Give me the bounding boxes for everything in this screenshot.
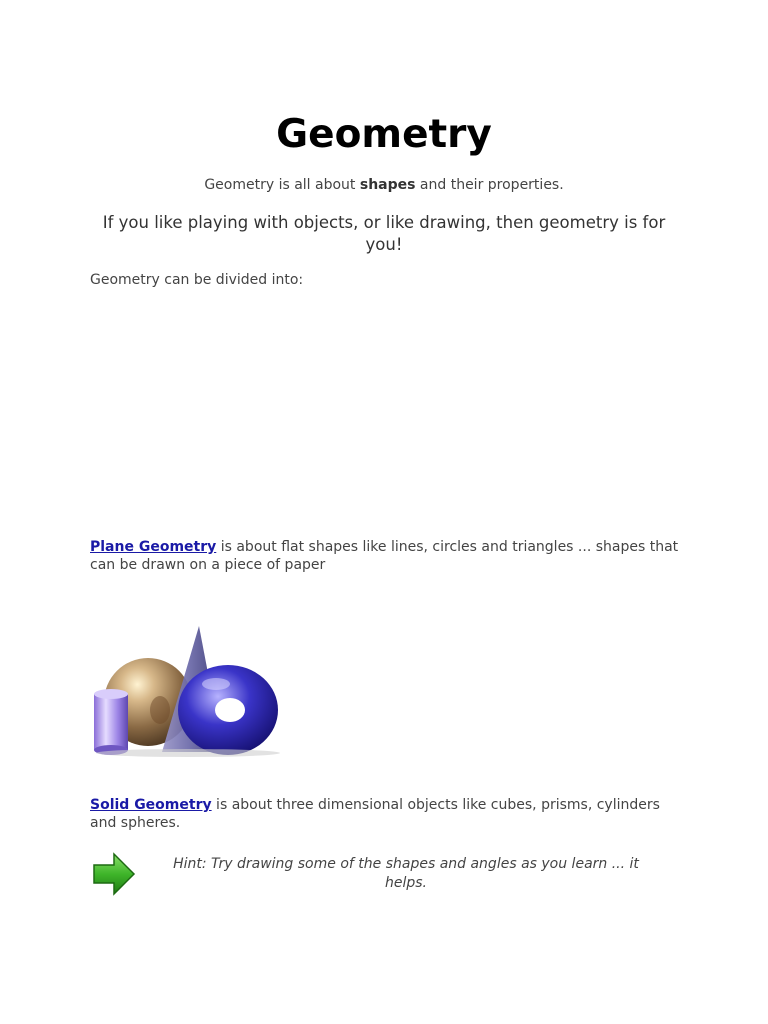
divided-intro: Geometry can be divided into:: [90, 272, 304, 288]
intro-text-start: Geometry is all about: [204, 177, 360, 193]
solid-shapes-image: [88, 622, 284, 758]
tagline: If you like playing with objects, or like drawing, then geometry is for you!: [102, 213, 666, 254]
intro-text-end: and their properties.: [415, 177, 564, 193]
intro-sentence: [0, 176, 768, 194]
page-title: Geometry: [276, 112, 492, 157]
intro-bold-word: shapes: [359, 177, 416, 193]
green-right-arrow-icon: [92, 852, 136, 896]
solid-geometry-text: is about three dimensional objects like cubes, prisms, cylinders and spheres.: [90, 797, 660, 831]
plane-geometry-paragraph: [90, 538, 680, 574]
solid-geometry-link[interactable]: Solid Geometry: [90, 797, 212, 813]
plane-geometry-text: is about flat shapes like lines, circles and triangles ... shapes that can be drawn on a piece of paper: [90, 539, 679, 573]
hint-text: Hint: Try drawing some of the shapes and angles as you learn ... it helps.: [173, 856, 639, 891]
plane-geometry-link[interactable]: Plane Geometry: [90, 539, 217, 555]
solid-geometry-paragraph: [90, 796, 680, 832]
